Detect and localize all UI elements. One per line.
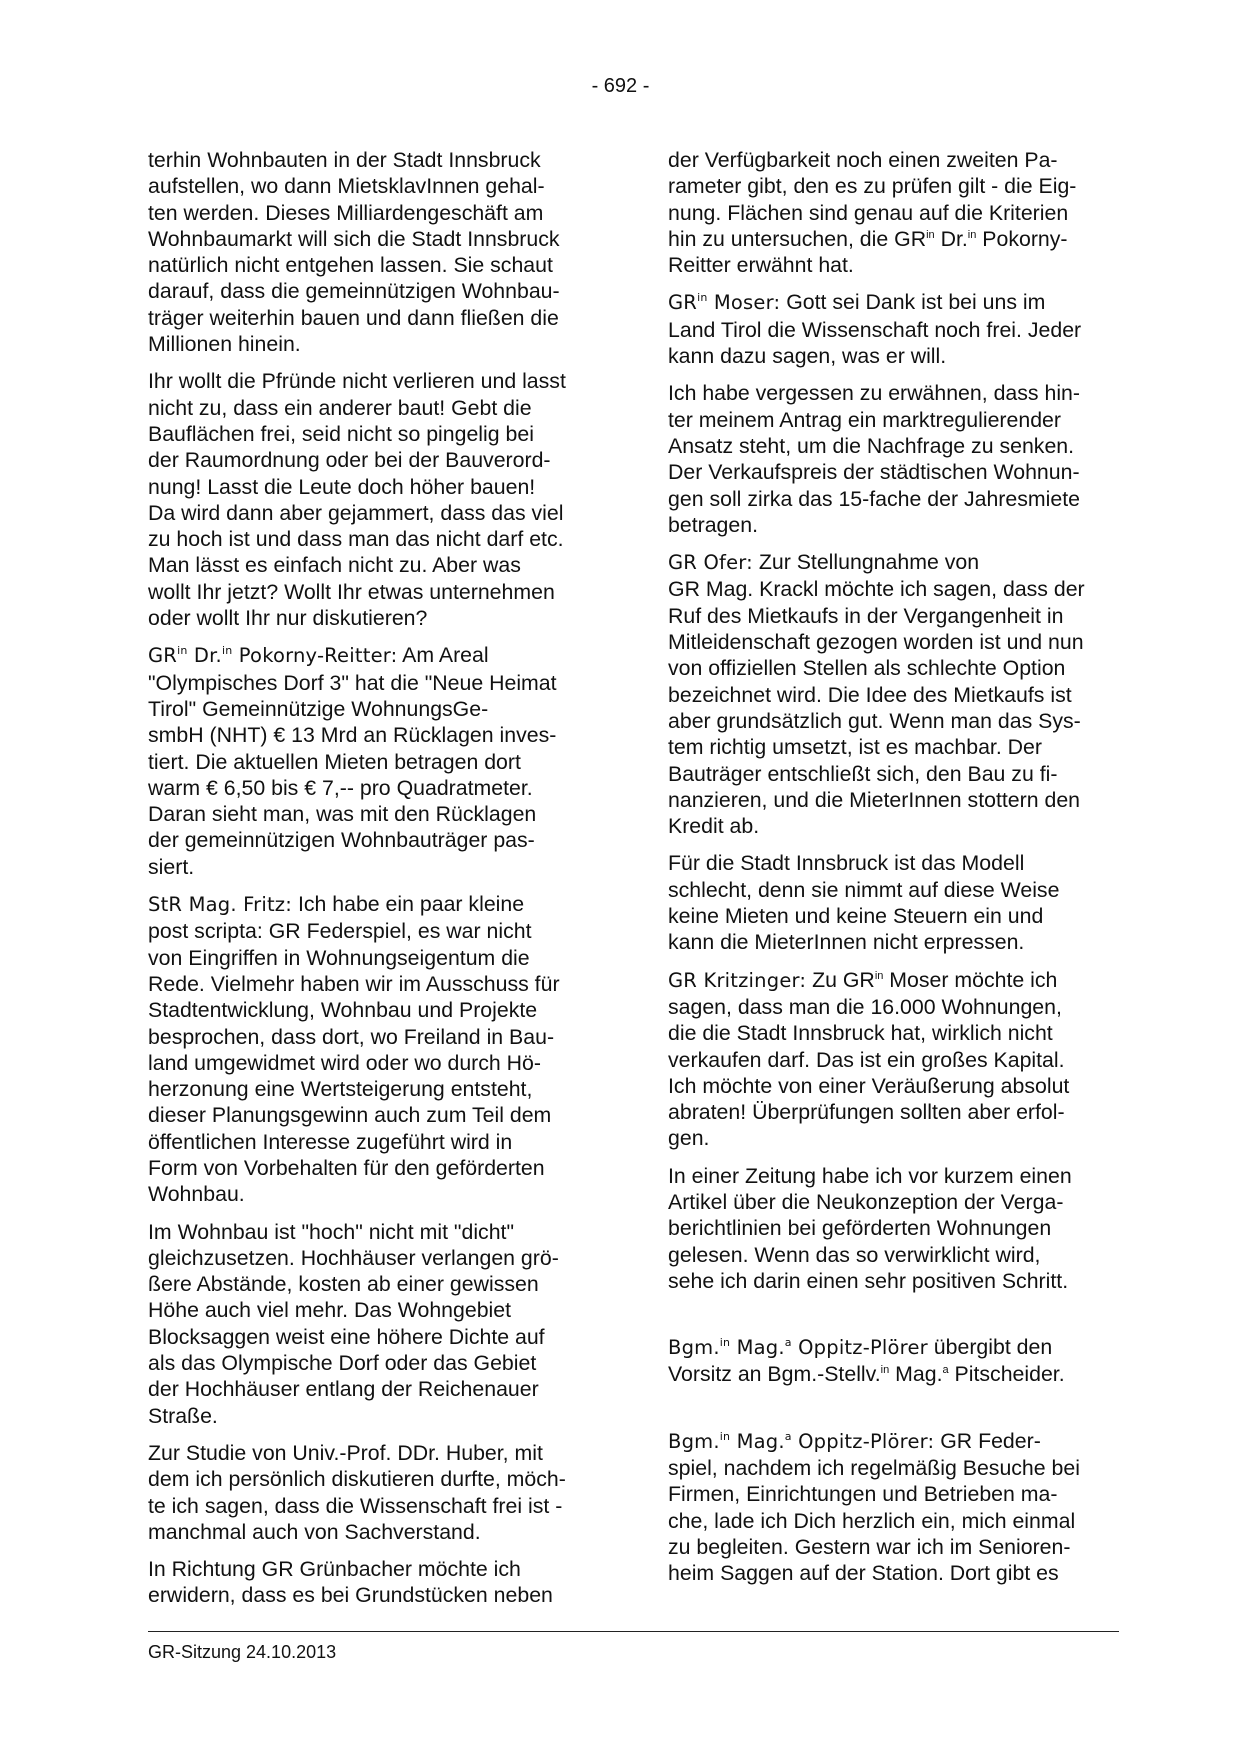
text-line: aufstellen, wo dann MietsklavInnen gehal-: [148, 174, 545, 199]
text-line: spiel, nachdem ich regelmäßig Besuche bei: [668, 1456, 1080, 1481]
text-line: Da wird dann aber gejammert, dass das viel: [148, 500, 564, 525]
text-line: In Richtung GR Grünbacher möchte ich: [148, 1557, 521, 1582]
paragraph: [148, 368, 600, 631]
text-line: darauf, dass die gemeinnützigen Wohnbau-: [148, 279, 560, 304]
text-line: Zur Studie von Univ.-Prof. DDr. Huber, mit: [148, 1440, 543, 1465]
text-line: siert.: [148, 854, 195, 879]
text-line: gen soll zirka das 15-fache der Jahresmiete: [668, 486, 1080, 511]
text-line: berichtlinien bei geförderten Wohnungen: [668, 1216, 1052, 1241]
text-line: nung. Flächen sind genau auf die Kriterien: [668, 200, 1069, 225]
text-line: der Raumordnung oder bei der Bauverord-: [148, 448, 551, 473]
text-line: te ich sagen, dass die Wissenschaft frei ist -: [148, 1493, 563, 1518]
text-line: keine Mieten und keine Steuern ein und: [668, 904, 1044, 929]
text-line: heim Saggen auf der Station. Dort gibt es: [668, 1561, 1059, 1586]
text-line: Daran sieht man, was mit den Rücklagen: [148, 802, 537, 827]
text-line: besprochen, dass dort, wo Freiland in Bau-: [148, 1024, 555, 1049]
paragraph: [668, 1163, 1120, 1294]
text-line: oder wollt Ihr nur diskutieren?: [148, 606, 428, 631]
paragraph: [148, 1219, 600, 1429]
speech-lines: [668, 1455, 1120, 1586]
text-line: sagen, dass man die 16.000 Wohnungen,: [668, 994, 1062, 1019]
text-line: tiert. Die aktuellen Mieten betragen dort: [148, 749, 521, 774]
text-line: Ich möchte von einer Veräußerung absolut: [668, 1073, 1070, 1098]
speaker-name: $GR^{in}$ Dr.$^{in}$ Pokorny-Reitter:: [148, 644, 398, 668]
text-line: zu hoch ist und dass man das nicht darf etc.: [148, 527, 564, 552]
text-line: ter meinem Antrag ein marktregulierender: [668, 407, 1061, 432]
speech-fritz: [148, 891, 600, 1208]
speech-lines: [668, 994, 1120, 1152]
text-line: land umgewidmet wird oder wo durch Hö-: [148, 1050, 541, 1075]
paragraph: [148, 1556, 600, 1609]
footer-divider: [148, 1631, 1119, 1632]
text-line: Kredit ab.: [668, 814, 760, 839]
text-line: als das Olympische Dorf oder das Gebiet: [148, 1351, 537, 1376]
text-line: warm € 6,50 bis € 7,-- pro Quadratmeter.: [148, 775, 533, 800]
speaker-name: $GR^{in}$ Moser:: [668, 291, 781, 315]
speaker-name: GR Kritzinger:: [668, 968, 807, 992]
speech-moser: [668, 289, 1120, 369]
text-line: Tirol" Gemeinnützige WohnungsGe-: [148, 696, 489, 721]
text-line: GR Mag. Krackl möchte ich sagen, dass der: [668, 577, 1085, 602]
speaker-name: GR Ofer:: [668, 551, 753, 575]
page-number: - 692 -: [591, 75, 650, 97]
speech-lines: [668, 317, 1120, 370]
text-line: terhin Wohnbauten in der Stadt Innsbruck: [148, 148, 541, 172]
text-line: öffentlichen Interesse zugeführt wird in: [148, 1129, 513, 1154]
text-line: Man lässt es einfach nicht zu. Aber was: [148, 553, 521, 578]
speech-ofer: [668, 549, 1120, 839]
speech-lines: [148, 918, 600, 1207]
speech-first-line: GR Kritzinger: Zu $GR^{in}$ Moser möchte ich: [668, 967, 1058, 992]
text-line: der Verfügbarkeit noch einen zweiten Pa-: [668, 148, 1058, 172]
paragraph: [668, 850, 1120, 955]
text-line: von offiziellen Stellen als schlechte Option: [668, 656, 1066, 681]
text-line: Ruf des Mietkaufs in der Vergangenheit in: [668, 603, 1064, 628]
speech-pokorny-reitter: [148, 642, 600, 880]
paragraph: [668, 380, 1120, 538]
speaker-name: Bgm.$^{in}$ Mag.$^a$ Oppitz-Plörer:: [668, 1429, 935, 1453]
text-line: In einer Zeitung habe ich vor kurzem einen: [668, 1163, 1072, 1188]
text-line: der Hochhäuser entlang der Reichenauer: [148, 1377, 539, 1402]
text-line: Rede. Vielmehr haben wir im Ausschuss für: [148, 971, 560, 996]
text-line: gen.: [668, 1126, 710, 1151]
text-line: nicht zu, dass ein anderer baut! Gebt die: [148, 395, 532, 420]
text-line: kann die MieterInnen nicht erpressen.: [668, 930, 1025, 955]
speaker-name: Bgm.$^{in}$ Mag.$^a$ Oppitz-Plörer: [668, 1336, 928, 1360]
left-column: [148, 147, 600, 1620]
speech-lines: [668, 576, 1120, 839]
text-line: verkaufen darf. Das ist ein großes Kapital.: [668, 1047, 1065, 1072]
text-line: dieser Planungsgewinn auch zum Teil dem: [148, 1103, 552, 1128]
text-line: Bauträger entschließt sich, den Bau zu fi-: [668, 761, 1058, 786]
text-line: wollt Ihr jetzt? Wollt Ihr etwas unternehmen: [148, 579, 555, 604]
text-line: gleichzusetzen. Hochhäuser verlangen grö-: [148, 1245, 559, 1270]
speech-first-line: $GR^{in}$ Dr.$^{in}$ Pokorny-Reitter: Am Areal: [148, 643, 489, 668]
text-line: der gemeinnützigen Wohnbauträger pas-: [148, 828, 535, 853]
text-line: Stadtentwicklung, Wohnbau und Projekte: [148, 998, 538, 1023]
text-line: manchmal auch von Sachverstand.: [148, 1519, 481, 1544]
text-line: nung! Lasst die Leute doch höher bauen!: [148, 474, 536, 499]
text-line: Der Verkaufspreis der städtischen Wohnun-: [668, 460, 1080, 485]
text-line: Im Wohnbau ist "hoch" nicht mit "dicht": [148, 1219, 515, 1244]
paragraph: [148, 147, 600, 357]
text-line: Form von Vorbehalten für den geförderten: [148, 1155, 545, 1180]
text-line: erwidern, dass es bei Grundstücken neben: [148, 1583, 553, 1608]
speech-oppitz-ploerer: [668, 1428, 1120, 1587]
text-line: betragen.: [668, 512, 758, 537]
text-line: sehe ich darin einen sehr positiven Schritt.: [668, 1268, 1069, 1293]
speech-kritzinger: [668, 967, 1120, 1152]
text-line: tem richtig umsetzt, ist es machbar. Der: [668, 735, 1042, 760]
text-line: Ansatz steht, um die Nachfrage zu senken.: [668, 433, 1075, 458]
speech-first-line: Bgm.$^{in}$ Mag.$^a$ Oppitz-Plörer: GR Feder-: [668, 1428, 1041, 1453]
text-line: träger weiterhin bauen und dann fließen die: [148, 305, 559, 330]
text-line: Bauflächen frei, seid nicht so pingelig bei: [148, 421, 534, 446]
paragraph: [148, 1440, 600, 1545]
text-line: schlecht, denn sie nimmt auf diese Weise: [668, 877, 1060, 902]
text-line: abraten! Überprüfungen sollten aber erfol-: [668, 1100, 1065, 1125]
text-line: che, lade ich Dich herzlich ein, mich einmal: [668, 1508, 1076, 1533]
text-line: natürlich nicht entgehen lassen. Sie schaut: [148, 253, 553, 278]
speech-first-line: StR Mag. Fritz: Ich habe ein paar kleine: [148, 892, 525, 917]
speech-first-line: $GR^{in}$ Moser: Gott sei Dank ist bei uns im: [668, 290, 1046, 315]
text-line: Höhe auch viel mehr. Das Wohngebiet: [148, 1298, 512, 1323]
text-line: ten werden. Dieses Milliardengeschäft am: [148, 200, 544, 225]
text-line: Für die Stadt Innsbruck ist das Modell: [668, 851, 1025, 876]
speech-lines: [148, 670, 600, 880]
text-line: Land Tirol die Wissenschaft noch frei. Jeder: [668, 317, 1082, 342]
text-line: Blocksaggen weist eine höhere Dichte auf: [148, 1324, 545, 1349]
text-line: Wohnbaumarkt will sich die Stadt Innsbruck: [148, 226, 560, 251]
text-line: Ihr wollt die Pfründe nicht verlieren und lasst: [148, 369, 566, 394]
text-line: Firmen, Einrichtungen und Betrieben ma-: [668, 1482, 1058, 1507]
text-line: aber grundsätzlich gut. Wenn man das Sys-: [668, 708, 1081, 733]
paragraph-continued: der Verfügbarkeit noch einen zweiten Pa- rameter gibt, den es zu prüfen gilt - die Eig- nung. Flächen sind genau auf die Kriterien hin zu untersuchen, die $GR^{in}$ Dr.$^{in}$ Pokorny- Reitter erwähnt hat.: [668, 147, 1120, 278]
text-line: smbH (NHT) € 13 Mrd an Rücklagen inves-: [148, 723, 557, 748]
text-line: Millionen hinein.: [148, 332, 301, 357]
text-line: kann dazu sagen, was er will.: [668, 344, 947, 369]
text-line: von Eingriffen in Wohnungseigentum die: [148, 945, 530, 970]
text-line: Wohnbau.: [148, 1182, 245, 1207]
speech-first-line: GR Ofer: Zur Stellungnahme von: [668, 550, 980, 575]
text-line: bezeichnet wird. Die Idee des Mietkaufs ist: [668, 682, 1072, 707]
text-line: post scripta: GR Federspiel, es war nicht: [148, 919, 532, 944]
text-line: ßere Abstände, kosten ab einer gewissen: [148, 1272, 539, 1297]
text-line: rameter gibt, den es zu prüfen gilt - die Eig-: [668, 174, 1077, 199]
speaker-name: StR Mag. Fritz:: [148, 893, 293, 917]
text-line: gelesen. Wenn das so verwirklicht wird,: [668, 1242, 1041, 1267]
footer-session-date: GR-Sitzung 24.10.2013: [148, 1642, 337, 1662]
text-line: Straße.: [148, 1403, 218, 1428]
text-line: "Olympisches Dorf 3" hat die "Neue Heimat: [148, 670, 557, 695]
text-line: dem ich persönlich diskutieren durfte, möch-: [148, 1467, 566, 1492]
text-line: Mitleidenschaft gezogen worden ist und nun: [668, 630, 1084, 655]
text-line: Artikel über die Neukonzeption der Verga-: [668, 1189, 1064, 1214]
text-line: Ich habe vergessen zu erwähnen, dass hin-: [668, 381, 1080, 406]
text-line: nanzieren, und die MieterInnen stottern den: [668, 787, 1081, 812]
text-line: zu begleiten. Gestern war ich im Senioren-: [668, 1534, 1071, 1559]
text-line: die die Stadt Innsbruck hat, wirklich nicht: [668, 1021, 1053, 1046]
right-column: [668, 147, 1120, 1598]
procedural-note: Bgm.$^{in}$ Mag.$^a$ Oppitz-Plörer übergibt den Vorsitz an Bgm.-Stellv.$^{in}$ Mag.$^a$ Pitscheider.: [668, 1335, 1065, 1387]
text-line: herzonung eine Wertsteigerung entsteht,: [148, 1077, 533, 1102]
